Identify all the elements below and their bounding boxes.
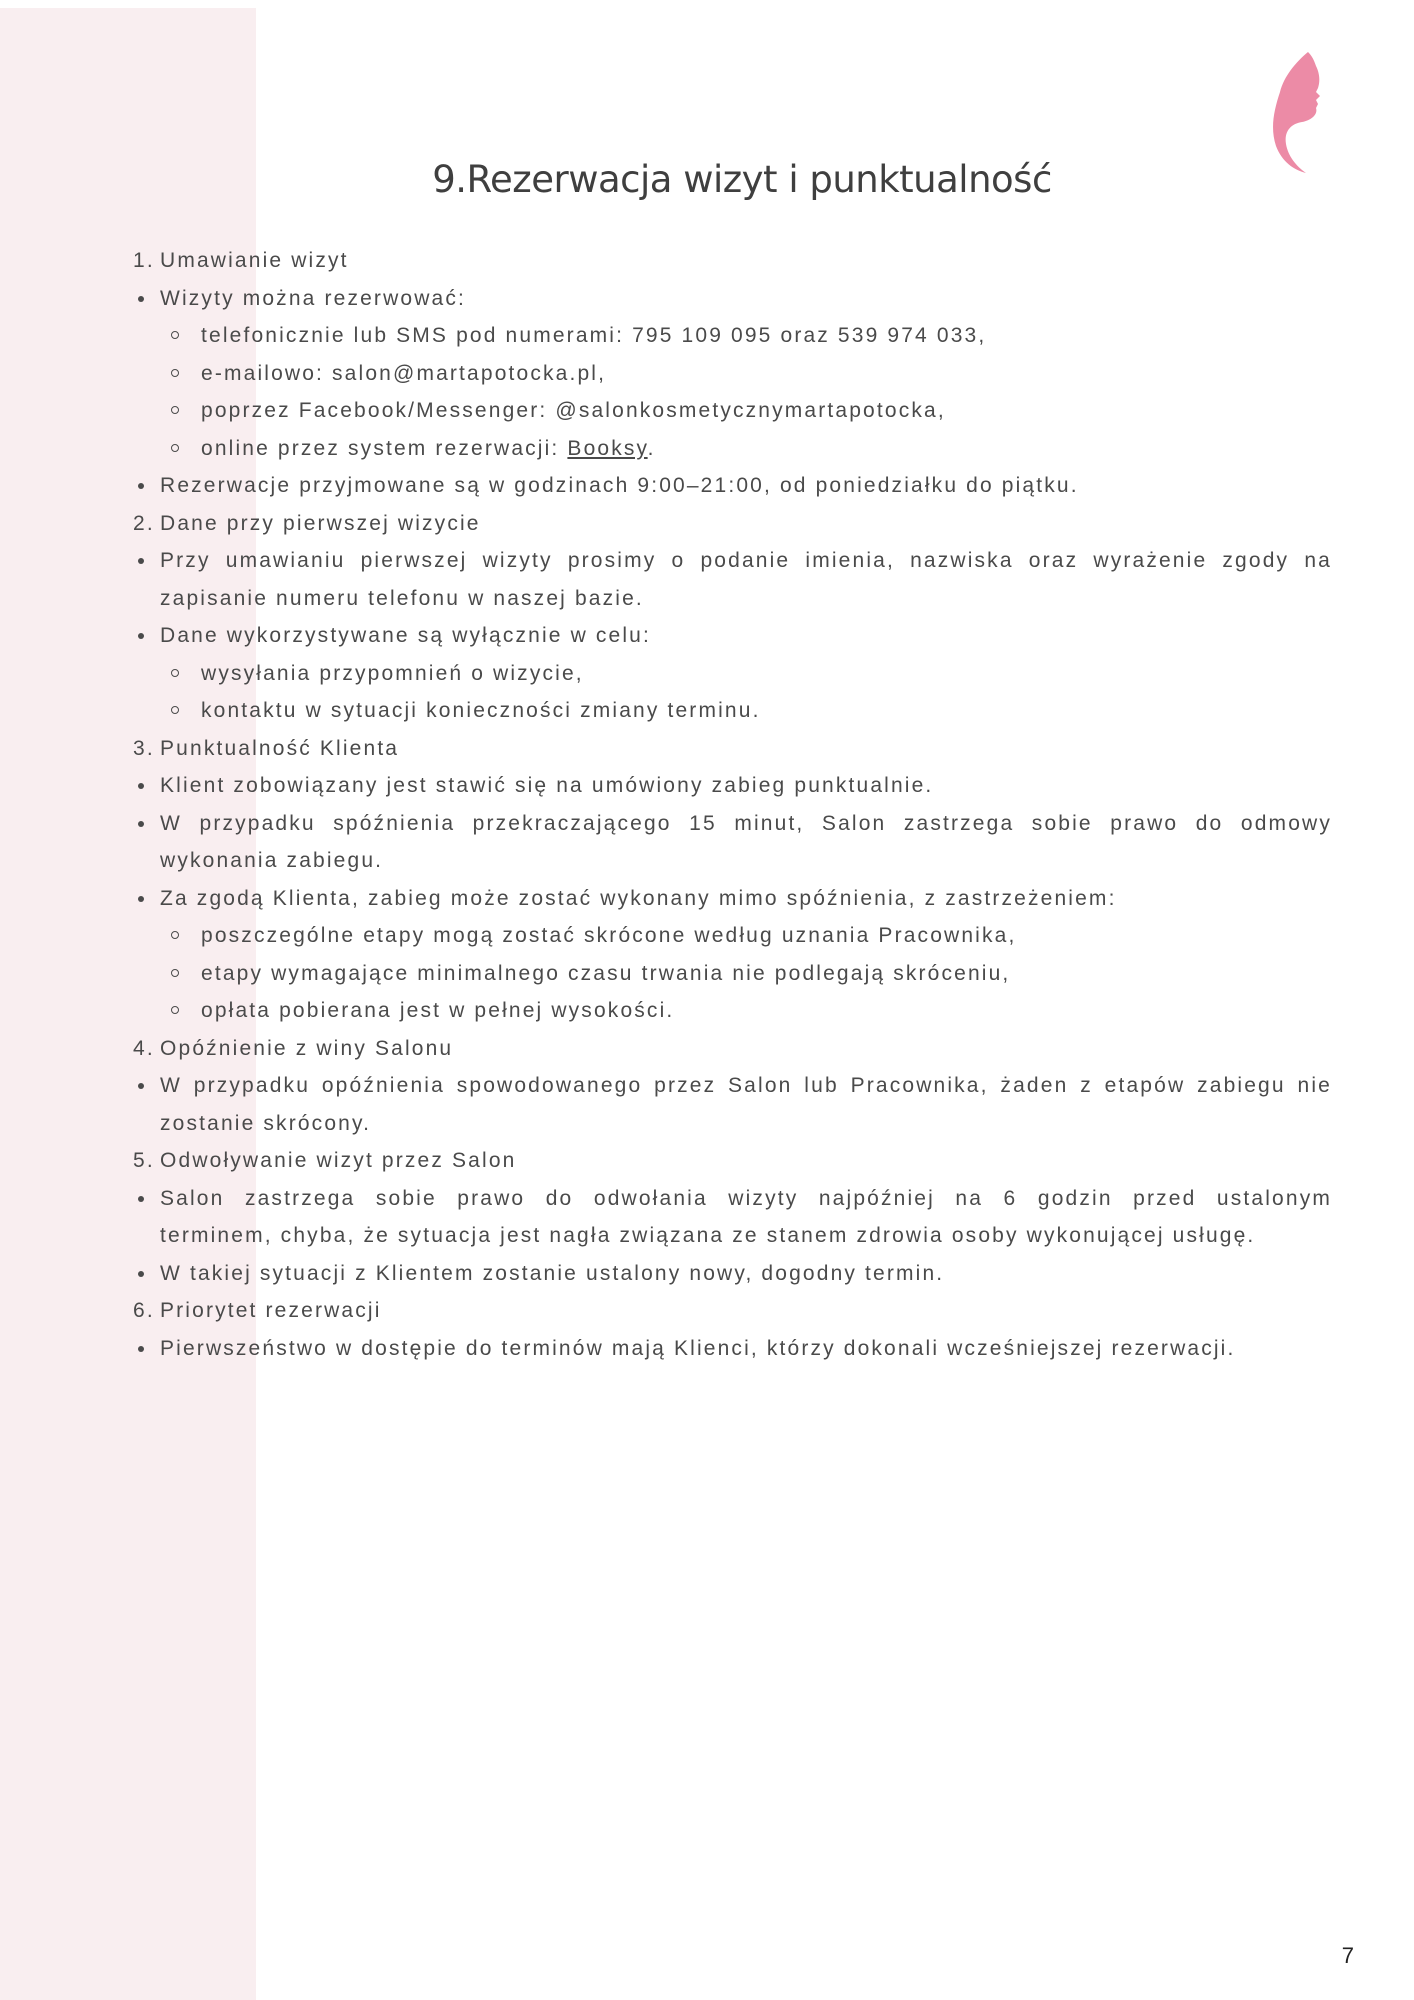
regulations-content	[128, 242, 1332, 1367]
list-item: W przypadku opóźnienia spowodowanego przez Salon lub Pracownika, żaden z etapów zabiegu nie	[128, 1067, 1332, 1105]
section-number: 5.	[133, 1149, 155, 1172]
list-item-continuation: terminem, chyba, że sytuacja jest nagła związana ze stanem zdrowia osoby wykonującej usługę.	[160, 1224, 1256, 1247]
sub-list-item: poprzez Facebook/Messenger: @salonkosmetycznymartapotocka,	[128, 392, 1332, 430]
list-item-continuation: wykonania zabiegu.	[160, 849, 384, 872]
section-heading: 2. Dane przy pierwszej wizycie	[128, 505, 1332, 543]
list-item-continuation: zapisanie numeru telefonu w naszej bazie.	[160, 586, 644, 610]
list-item: Salon zastrzega sobie prawo do odwołania wizyty najpóźniej na 6 godzin przed ustalonym	[128, 1180, 1332, 1218]
sub-list-item: e-mailowo: salon@martapotocka.pl,	[128, 355, 1332, 393]
section-heading: 3. Punktualność Klienta	[128, 730, 1332, 768]
list-item: Pierwszeństwo w dostępie do terminów mają Klienci, którzy dokonali wcześniejszej rezerwacji.	[128, 1330, 1332, 1368]
sub-list-item: opłata pobierana jest w pełnej wysokości.	[128, 992, 1332, 1030]
woman-profile-logo-icon	[1266, 52, 1338, 174]
list-item: Rezerwacje przyjmowane są w godzinach 9:00–21:00, od poniedziałku do piątku.	[128, 467, 1332, 505]
list-item: Przy umawianiu pierwszej wizyty prosimy o podanie imienia, nazwiska oraz wyrażenie zgody na	[128, 542, 1332, 580]
section-number: 6.	[133, 1299, 155, 1322]
list-item: Klient zobowiązany jest stawić się na umówiony zabieg punktualnie.	[128, 767, 1332, 805]
sub-list-item: wysyłania przypomnień o wizycie,	[128, 655, 1332, 693]
list-item: Dane wykorzystywane są wyłącznie w celu:	[128, 617, 1332, 655]
sub-list-item: telefonicznie lub SMS pod numerami: 795 109 095 oraz 539 974 033,	[128, 317, 1332, 355]
section-heading: 6. Priorytet rezerwacji	[128, 1292, 1332, 1330]
sub-list-item: etapy wymagające minimalnego czasu trwania nie podlegają skróceniu,	[128, 955, 1332, 993]
sub-list-item: poszczególne etapy mogą zostać skrócone według uznania Pracownika,	[128, 917, 1332, 955]
sub-list-item: online przez system rezerwacji: Booksy.	[128, 430, 1332, 468]
list-item: W przypadku spóźnienia przekraczającego 15 minut, Salon zastrzega sobie prawo do odmowy	[128, 805, 1332, 843]
page-number: 7	[1341, 1943, 1354, 1968]
section-number: 3.	[133, 736, 155, 760]
list-item: Wizyty można rezerwować:	[128, 280, 1332, 318]
section-heading: 1. Umawianie wizyt	[128, 242, 1332, 280]
sub-list-item: kontaktu w sytuacji konieczności zmiany terminu.	[128, 692, 1332, 730]
section-number: 4.	[133, 1036, 155, 1060]
list-item-continuation: zostanie skrócony.	[160, 1111, 372, 1135]
section-heading: 5. Odwoływanie wizyt przez Salon	[128, 1142, 1332, 1180]
booksy-link[interactable]: Booksy	[567, 436, 648, 460]
list-item: W takiej sytuacji z Klientem zostanie ustalony nowy, dogodny termin.	[128, 1255, 1332, 1293]
section-number: 1.	[133, 249, 155, 272]
page-title: 9.Rezerwacja wizyt i punktualność	[432, 158, 1052, 201]
section-number: 2.	[133, 511, 155, 535]
list-item: Za zgodą Klienta, zabieg może zostać wykonany mimo spóźnienia, z zastrzeżeniem:	[128, 880, 1332, 918]
section-heading: 4. Opóźnienie z winy Salonu	[128, 1030, 1332, 1068]
